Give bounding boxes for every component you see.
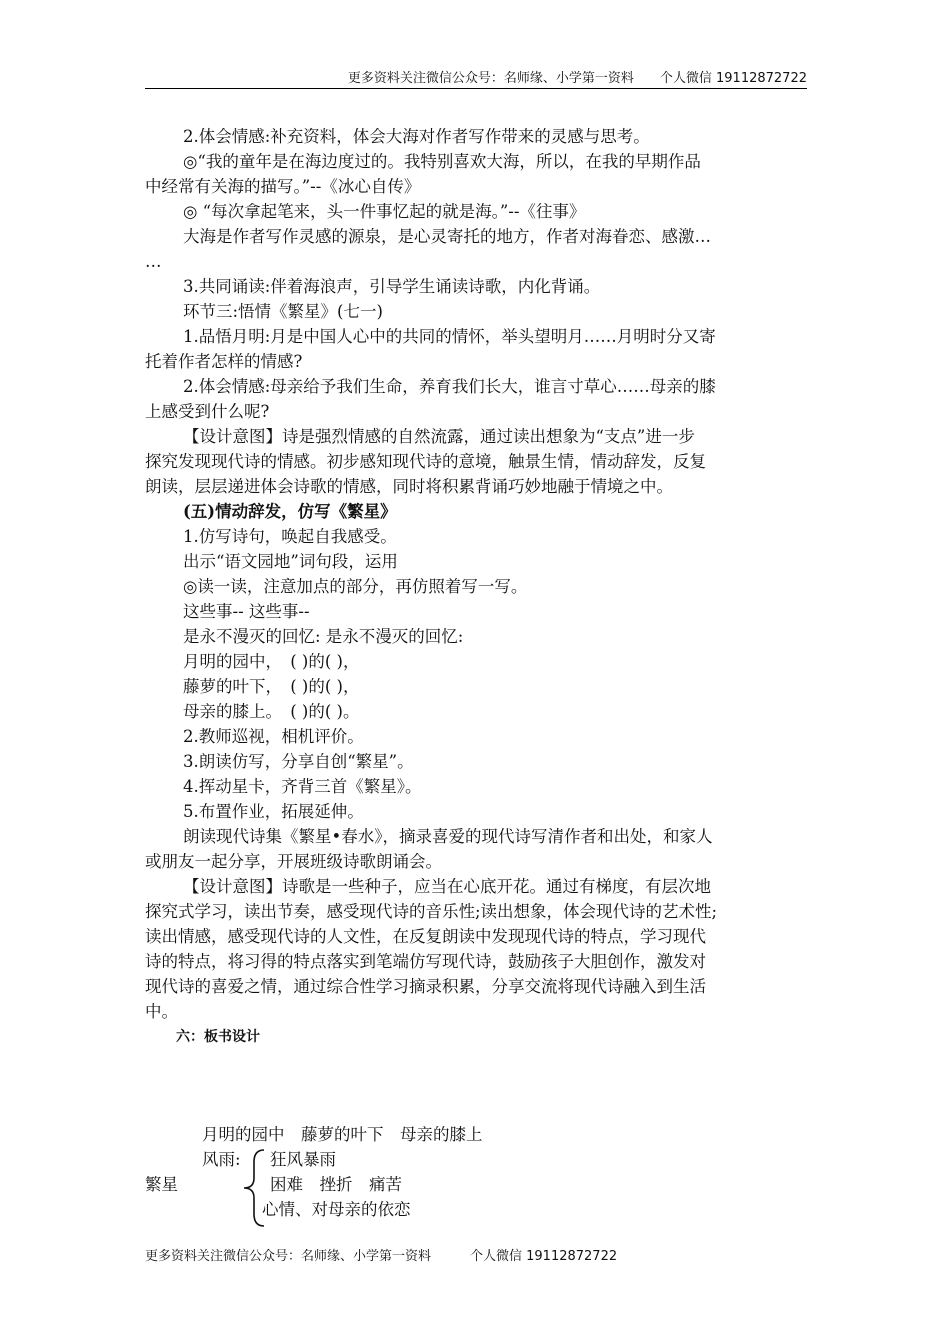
body-line: 中经常有关海的描写。”--《冰心自传》 (145, 177, 421, 196)
body-line: 是永不漫灭的回忆: 是永不漫灭的回忆: (183, 627, 464, 646)
body-line: 或朋友一起分享，开展班级诗歌朗诵会。 (145, 852, 442, 871)
body-line: 【设计意图】诗是强烈情感的自然流露，通过读出想象为“支点”进一步 (183, 427, 695, 446)
body-line: 3.共同诵读:伴着海浪声，引导学生诵读诗歌，内化背诵。 (183, 277, 601, 296)
body-line: 这些事-- 这些事-- (183, 602, 310, 621)
body-line: 2.教师巡视，相机评价。 (183, 727, 364, 746)
section-heading: 六：板书设计 (176, 1029, 260, 1045)
body-line: 大海是作者写作灵感的源泉，是心灵寄托的地方，作者对海眷恋、感激… (183, 227, 711, 246)
body-line: 月明的园中， ( )的( )， (183, 652, 360, 671)
body-line: 1.品悟月明:月是中国人心中的共同的情怀，举头望明月……月明时分又寄 (183, 327, 716, 346)
body-line: … (145, 252, 162, 271)
body-line: 5.布置作业，拓展延伸。 (183, 802, 364, 821)
board-branch-1: 狂风暴雨 (270, 1150, 336, 1169)
page-footer: 更多资料关注微信公众号：名师缘、小学第一资料 个人微信 19112872722 (145, 1249, 618, 1264)
body-line: ◎ “每次拿起笔来，头一件事忆起的就是海。”--《往事》 (183, 202, 586, 221)
body-line: 中。 (145, 1002, 178, 1021)
section-heading: (五)情动辞发，仿写《繁星》 (183, 502, 397, 521)
body-line: 环节三:悟情《繁星》(七一) (183, 302, 383, 321)
body-line: 4.挥动星卡，齐背三首《繁星》。 (183, 777, 422, 796)
board-top-line: 月明的园中 藤萝的叶下 母亲的膝上 (202, 1125, 483, 1144)
body-line: 现代诗的喜爱之情，通过综合性学习摘录积累，分享交流将现代诗融入到生活 (145, 977, 706, 996)
body-line: 1.仿写诗句，唤起自我感受。 (183, 527, 397, 546)
board-branch-2: 困难 挫折 痛苦 (270, 1175, 402, 1194)
body-line: 2.体会情感:补充资料，体会大海对作者写作带来的灵感与思考。 (183, 127, 650, 146)
body-line: 朗读现代诗集《繁星•春水》，摘录喜爱的现代诗写清作者和出处，和家人 (183, 827, 713, 846)
body-line: 托着作者怎样的情感? (145, 352, 303, 371)
page-header: 更多资料关注微信公众号：名师缘、小学第一资料 个人微信 19112872722 (347, 71, 807, 86)
body-line: 2.体会情感:母亲给予我们生命，养育我们长大，谁言寸草心……母亲的膝 (183, 377, 716, 396)
header-rule (145, 88, 807, 89)
body-line: 出示“语文园地”词句段，运用 (183, 552, 398, 571)
board-left-label: 繁星 (145, 1175, 178, 1194)
body-line: 3.朗读仿写，分享自创“繁星”。 (183, 752, 414, 771)
body-line: 读出情感，感受现代诗的人文性，在反复朗读中发现现代诗的特点，学习现代 (145, 927, 706, 946)
body-line: 朗读，层层递进体会诗歌的情感，同时将积累背诵巧妙地融于情境之中。 (145, 477, 673, 496)
body-line: 诗的特点，将习得的特点落实到笔端仿写现代诗，鼓励孩子大胆创作，激发对 (145, 952, 706, 971)
body-line: 上感受到什么呢? (145, 402, 270, 421)
board-feng-yu: 风雨: (202, 1150, 241, 1169)
body-line: ◎读一读，注意加点的部分，再仿照着写一写。 (183, 577, 528, 596)
board-branch-3: 心情、对母亲的依恋 (262, 1200, 411, 1219)
body-line: 【设计意图】诗歌是一些种子，应当在心底开花。通过有梯度，有层次地 (183, 877, 711, 896)
body-line: ◎“我的童年是在海边度过的。我特别喜欢大海，所以，在我的早期作品 (183, 152, 701, 171)
body-line: 母亲的膝上。 ( )的( )。 (183, 702, 360, 721)
body-line: 藤萝的叶下， ( )的( )， (183, 677, 360, 696)
body-line: 探究式学习，读出节奏，感受现代诗的音乐性;读出想象，体会现代诗的艺术性; (145, 902, 718, 921)
body-line: 探究发现现代诗的情感。初步感知现代诗的意境，触景生情，情动辞发，反复 (145, 452, 706, 471)
curly-brace-icon (236, 1148, 266, 1228)
